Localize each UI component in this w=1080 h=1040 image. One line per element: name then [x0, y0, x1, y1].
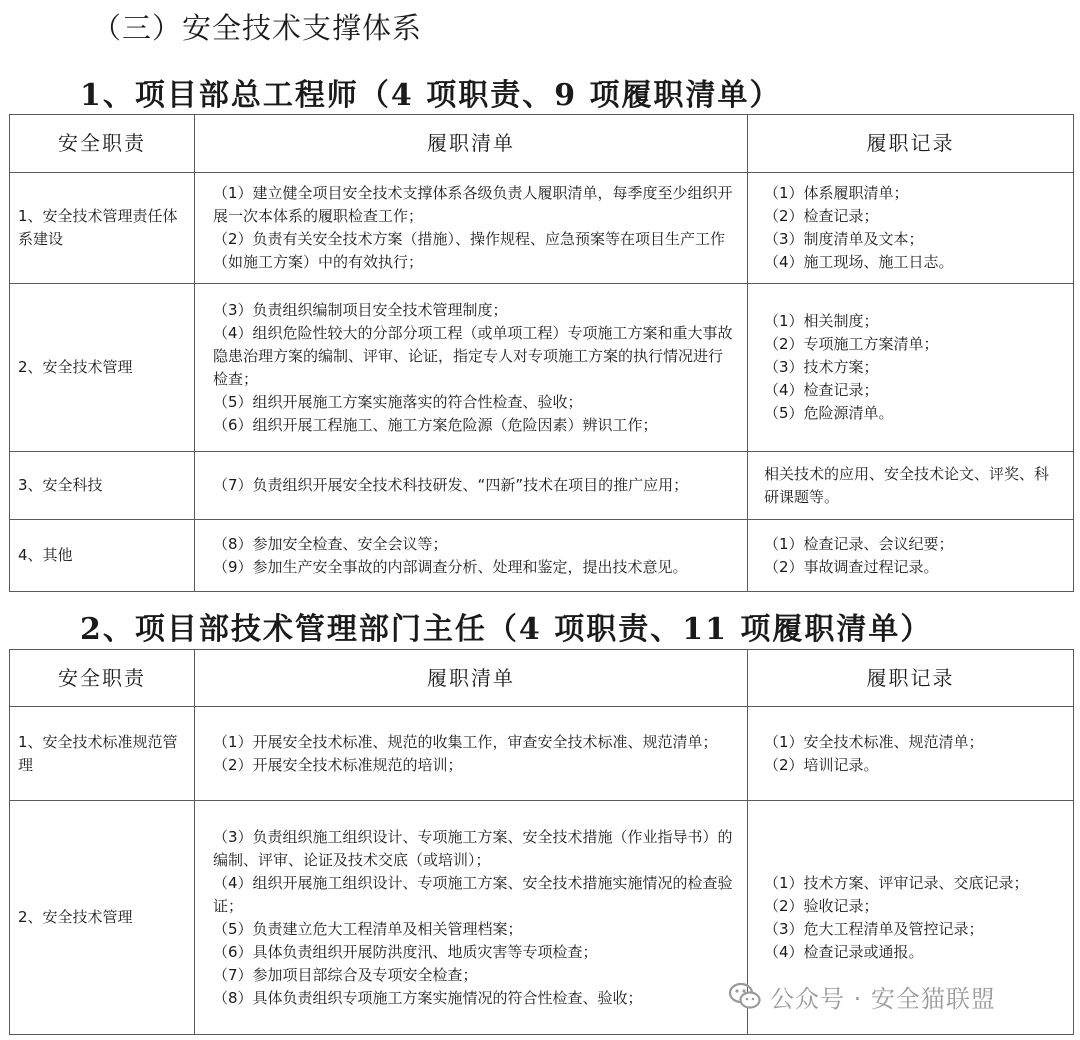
table-row	[10, 707, 1074, 801]
record-item: 相关技术的应用、安全技术论文、评奖、科研课题等。	[764, 464, 1050, 506]
list-item: （6）具体负责组织开展防洪度汛、地质灾害等专项检查；	[213, 942, 598, 961]
duty-list-cell	[195, 707, 748, 801]
table-2-title: 2、项目部技术管理部门主任（4 项职责、11 项履职清单）	[80, 612, 933, 647]
header-safety-duty: 安全职责	[10, 115, 195, 173]
duty-cell: 1、安全技术标准规范管理	[10, 707, 195, 801]
list-item: （3）负责组织施工组织设计、专项施工方案、安全技术措施（作业指导书）的编制、评审、论证及技术交底（或培训）；	[213, 827, 733, 869]
list-item: （4）组织开展施工组织设计、专项施工方案、安全技术措施实施情况的检查验证；	[213, 873, 733, 915]
list-item: （6）组织开展工程施工、施工方案危险源（危险因素）辨识工作；	[213, 415, 658, 434]
duty-list-cell	[195, 520, 748, 592]
record-item: （2）检查记录；	[764, 207, 879, 225]
table-header-row	[10, 115, 1074, 173]
header-duty-list: 履职清单	[195, 115, 748, 173]
list-item: （7）负责组织开展安全技术科技研发、“四新”技术在项目的推广应用；	[213, 476, 689, 494]
duty-list-cell	[195, 452, 748, 520]
record-item: （3）制度清单及文本；	[764, 230, 924, 248]
table-row	[10, 452, 1074, 520]
duty-cell: 3、安全科技	[10, 452, 195, 520]
record-item: （4）检查记录；	[764, 381, 879, 399]
list-item: （1）开展安全技术标准、规范的收集工作，审查安全技术标准、规范清单；	[213, 732, 718, 751]
record-item: （1）安全技术标准、规范清单；	[764, 732, 984, 751]
list-item: （5）组织开展施工方案实施落实的符合性检查、验收；	[213, 392, 583, 411]
record-item: （2）培训记录。	[764, 755, 879, 774]
record-item: （1）相关制度；	[764, 312, 879, 330]
record-item: （5）危险源清单。	[764, 404, 894, 422]
record-item: （1）检查记录、会议纪要；	[764, 534, 954, 553]
table-1-title: 1、项目部总工程师（4 项职责、9 项履职清单）	[80, 78, 782, 113]
record-item: （1）技术方案、评审记录、交底记录；	[764, 873, 1029, 892]
duty-cell: 1、安全技术管理责任体系建设	[10, 173, 195, 284]
duty-list-cell	[195, 284, 748, 452]
record-item: （2）验收记录；	[764, 896, 879, 915]
list-item: （7）参加项目部综合及专项安全检查；	[213, 965, 478, 984]
record-cell	[748, 707, 1074, 801]
section-title: （三）安全技术支撑体系	[92, 11, 423, 45]
record-item: （2）事故调查过程记录。	[764, 557, 939, 576]
duty-cell: 4、其他	[10, 520, 195, 592]
duty-cell: 2、安全技术管理	[10, 801, 195, 1035]
header-duty-record: 履职记录	[748, 650, 1074, 707]
record-cell	[748, 520, 1074, 592]
watermark	[728, 978, 996, 1014]
duty-cell: 2、安全技术管理	[10, 284, 195, 452]
list-item: （2）开展安全技术标准规范的培训；	[213, 755, 463, 774]
record-item: （3）技术方案；	[764, 358, 879, 376]
watermark-text: 公众号 · 安全猫联盟	[770, 984, 996, 1013]
list-item: （5）负责建立危大工程清单及相关管理档案；	[213, 919, 523, 938]
record-cell	[748, 173, 1074, 284]
wechat-icon	[728, 979, 762, 1013]
table-row	[10, 173, 1074, 284]
list-item: （1）建立健全项目安全技术支撑体系各级负责人履职清单，每季度至少组织开展一次本体系的履职检查工作；	[213, 184, 733, 225]
header-duty-list: 履职清单	[195, 650, 748, 707]
record-item: （4）施工现场、施工日志。	[764, 253, 954, 271]
record-item: （1）体系履职清单；	[764, 184, 909, 202]
duty-list-cell	[195, 173, 748, 284]
table-header-row	[10, 650, 1074, 707]
list-item: （2）负责有关安全技术方案（措施）、操作规程、应急预案等在项目生产工作（如施工方案）中的有效执行；	[213, 230, 726, 271]
record-item: （2）专项施工方案清单；	[764, 335, 939, 353]
duty-list-cell	[195, 801, 748, 1035]
list-item: （8）参加安全检查、安全会议等；	[213, 534, 448, 553]
table-row	[10, 520, 1074, 592]
record-item: （3）危大工程清单及管控记录；	[764, 919, 984, 938]
table-row	[10, 284, 1074, 452]
record-cell	[748, 452, 1074, 520]
header-duty-record: 履职记录	[748, 115, 1074, 173]
list-item: （3）负责组织编制项目安全技术管理制度；	[213, 300, 508, 319]
record-cell	[748, 284, 1074, 452]
duty-table-chief-engineer	[9, 114, 1074, 592]
list-item: （9）参加生产安全事故的内部调查分析、处理和鉴定，提出技术意见。	[213, 557, 688, 576]
record-item: （4）检查记录或通报。	[764, 942, 924, 961]
list-item: （8）具体负责组织专项施工方案实施情况的符合性检查、验收；	[213, 988, 643, 1007]
header-safety-duty: 安全职责	[10, 650, 195, 707]
list-item: （4）组织危险性较大的分部分项工程（或单项工程）专项施工方案和重大事故隐患治理方案的编制、评审、论证，指定专人对专项施工方案的执行情况进行检查；	[213, 323, 733, 388]
